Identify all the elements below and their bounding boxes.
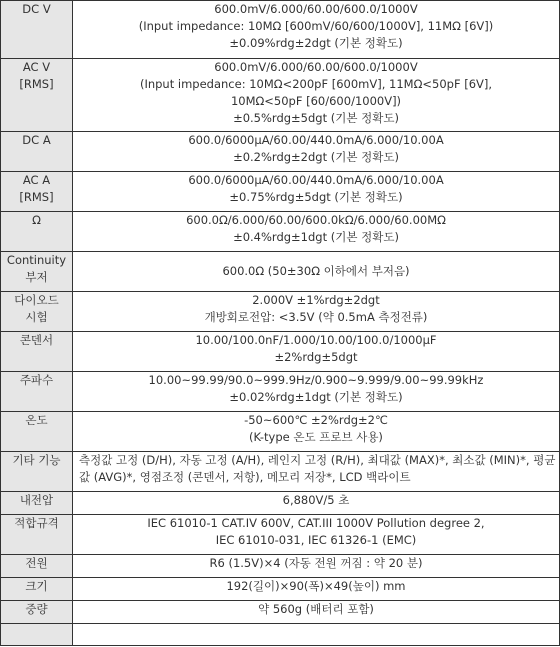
spec-label-line: AC V bbox=[22, 60, 51, 74]
spec-row-size bbox=[1, 578, 560, 601]
spec-label-line: 다이오드 bbox=[14, 293, 59, 307]
spec-label-cell bbox=[1, 555, 73, 578]
spec-label-line: 온도 bbox=[25, 413, 48, 427]
spec-value-line: 10.00/100.0nF/1.000/10.00/100.0/1000μF bbox=[195, 333, 437, 347]
spec-value-cell bbox=[73, 252, 560, 292]
spec-value-line: -50~600℃ ±2%rdg±2℃ bbox=[244, 413, 388, 427]
spec-value-line: ±0.5%rdg±5dgt (기본 정확도) bbox=[233, 111, 399, 125]
spec-value-cell bbox=[73, 59, 560, 132]
spec-value-line: ±0.2%rdg±2dgt (기본 정확도) bbox=[233, 150, 399, 164]
spec-row-weight bbox=[1, 601, 560, 624]
spec-value-line: 600.0mV/6.000/60.00/600.0/1000V bbox=[214, 60, 418, 74]
spec-label-cell bbox=[1, 252, 73, 292]
spec-label-cell bbox=[1, 132, 73, 172]
spec-value-line: 600.0Ω/6.000/60.00/600.0kΩ/6.000/60.00MΩ bbox=[186, 213, 446, 227]
spec-value-line: IEC 61010-031, IEC 61326-1 (EMC) bbox=[215, 533, 417, 547]
spec-label-cell bbox=[1, 172, 73, 212]
spec-label-cell bbox=[1, 412, 73, 452]
spec-value-line: (Input impedance: 10MΩ<200pF [600mV], 11MΩ<50pF [6V], bbox=[139, 77, 493, 91]
spec-value-line: 600.0Ω (50±30Ω 이하에서 부저음) bbox=[222, 264, 410, 278]
spec-value-line: ±0.4%rdg±1dgt (기본 정확도) bbox=[233, 230, 399, 244]
spec-label-cell bbox=[1, 292, 73, 332]
spec-row-power bbox=[1, 555, 560, 578]
spec-value-cell bbox=[73, 412, 560, 452]
spec-label-line: 기타 기능 bbox=[12, 453, 61, 467]
spec-label-cell bbox=[1, 212, 73, 252]
spec-value-line: (Input impedance: 10MΩ [600mV/60/600/1000V], 11MΩ [6V]) bbox=[138, 19, 494, 33]
spec-label-line: AC A bbox=[22, 173, 51, 187]
spec-label-cell bbox=[1, 332, 73, 372]
spec-value-cell bbox=[73, 515, 560, 555]
spec-value-cell bbox=[73, 212, 560, 252]
spec-label-line: 중량 bbox=[25, 602, 48, 616]
spec-label-cell bbox=[1, 515, 73, 555]
spec-label-line: 크기 bbox=[25, 579, 48, 593]
spec-label-cell bbox=[1, 624, 73, 646]
spec-value-line: 192(길이)×90(폭)×49(높이) mm bbox=[226, 579, 406, 593]
spec-label-line: DC V bbox=[22, 2, 51, 16]
spec-label-cell bbox=[1, 601, 73, 624]
spec-value-cell bbox=[73, 555, 560, 578]
spec-row-capacitance bbox=[1, 332, 560, 372]
spec-row-other-functions bbox=[1, 452, 560, 492]
spec-label-cell bbox=[1, 452, 73, 492]
spec-value-cell bbox=[73, 292, 560, 332]
spec-row-dc-v bbox=[1, 1, 560, 59]
spec-label-line: [RMS] bbox=[19, 77, 54, 91]
spec-value-line: 측정값 고정 (D/H), 자동 고정 (A/H), 레인지 고정 (R/H), 최대값 (MAX)*, 최소값 (MIN)*, 평균값 (AVG)*, 영점조정 (콘덴서, 저항), 메모리 저장*, LCD 백라이트 bbox=[79, 453, 556, 484]
spec-value-cell bbox=[73, 601, 560, 624]
spec-value-cell bbox=[73, 578, 560, 601]
spec-table-body bbox=[1, 1, 560, 646]
spec-value-line: R6 (1.5V)×4 (자동 전원 꺼짐 : 약 20 분) bbox=[209, 556, 423, 570]
spec-label-cell bbox=[1, 578, 73, 601]
spec-value-cell bbox=[73, 132, 560, 172]
spec-row-dc-a bbox=[1, 132, 560, 172]
spec-row-ohm bbox=[1, 212, 560, 252]
spec-value-line: ±0.75%rdg±5dgt (기본 정확도) bbox=[229, 190, 403, 204]
spec-value-cell bbox=[73, 452, 560, 492]
spec-value-line: 600.0/6000μA/60.00/440.0mA/6.000/10.00A bbox=[188, 173, 444, 187]
spec-label-cell bbox=[1, 1, 73, 59]
spec-value-line: ±0.09%rdg±2dgt (기본 정확도) bbox=[229, 36, 403, 50]
spec-value-cell bbox=[73, 372, 560, 412]
spec-value-cell bbox=[73, 332, 560, 372]
spec-value-line: 6,880V/5 초 bbox=[282, 493, 350, 507]
spec-row-empty bbox=[1, 624, 560, 646]
spec-label-line: 전원 bbox=[25, 556, 48, 570]
spec-row-withstand-voltage bbox=[1, 492, 560, 515]
spec-label-line: DC A bbox=[22, 133, 51, 147]
spec-label-line: [RMS] bbox=[19, 190, 54, 204]
spec-row-diode bbox=[1, 292, 560, 332]
spec-label-line: 부저 bbox=[25, 270, 48, 284]
spec-label-line: Ω bbox=[32, 213, 41, 227]
spec-label-line: 주파수 bbox=[19, 373, 54, 387]
spec-label-line: 콘덴서 bbox=[19, 333, 54, 347]
spec-label-line: Continuity bbox=[6, 253, 67, 267]
spec-row-ac-v bbox=[1, 59, 560, 132]
spec-row-frequency bbox=[1, 372, 560, 412]
spec-value-line: 600.0/6000μA/60.00/440.0mA/6.000/10.00A bbox=[188, 133, 444, 147]
spec-value-line: 10.00~99.99/90.0~999.9Hz/0.900~9.999/9.00~99.99kHz bbox=[148, 373, 484, 387]
spec-value-line: IEC 61010-1 CAT.IV 600V, CAT.III 1000V Pollution degree 2, bbox=[147, 516, 485, 530]
spec-label-cell bbox=[1, 59, 73, 132]
spec-value-line: 10MΩ<50pF [60/600/1000V]) bbox=[230, 94, 402, 108]
spec-label-line: 시험 bbox=[25, 310, 48, 324]
spec-value-line: 600.0mV/6.000/60.00/600.0/1000V bbox=[214, 2, 418, 16]
spec-value-cell bbox=[73, 624, 560, 646]
spec-value-line: 약 560g (배터리 포함) bbox=[258, 602, 374, 616]
spec-value-cell bbox=[73, 1, 560, 59]
spec-value-line: ±0.02%rdg±1dgt (기본 정확도) bbox=[229, 390, 403, 404]
spec-label-line: 적합규격 bbox=[14, 516, 59, 530]
spec-row-temperature bbox=[1, 412, 560, 452]
spec-row-standards bbox=[1, 515, 560, 555]
spec-label-cell bbox=[1, 492, 73, 515]
spec-value-line: 개방회로전압: <3.5V (약 0.5mA 측정전류) bbox=[204, 310, 428, 324]
spec-value-cell bbox=[73, 492, 560, 515]
spec-value-line: (K-type 온도 프로브 사용) bbox=[249, 430, 383, 444]
spec-row-ac-a bbox=[1, 172, 560, 212]
spec-label-line: 내전압 bbox=[19, 493, 54, 507]
spec-value-cell bbox=[73, 172, 560, 212]
spec-row-continuity bbox=[1, 252, 560, 292]
spec-value-line: ±2%rdg±5dgt bbox=[274, 350, 358, 364]
spec-label-cell bbox=[1, 372, 73, 412]
spec-value-line: 2.000V ±1%rdg±2dgt bbox=[252, 293, 380, 307]
